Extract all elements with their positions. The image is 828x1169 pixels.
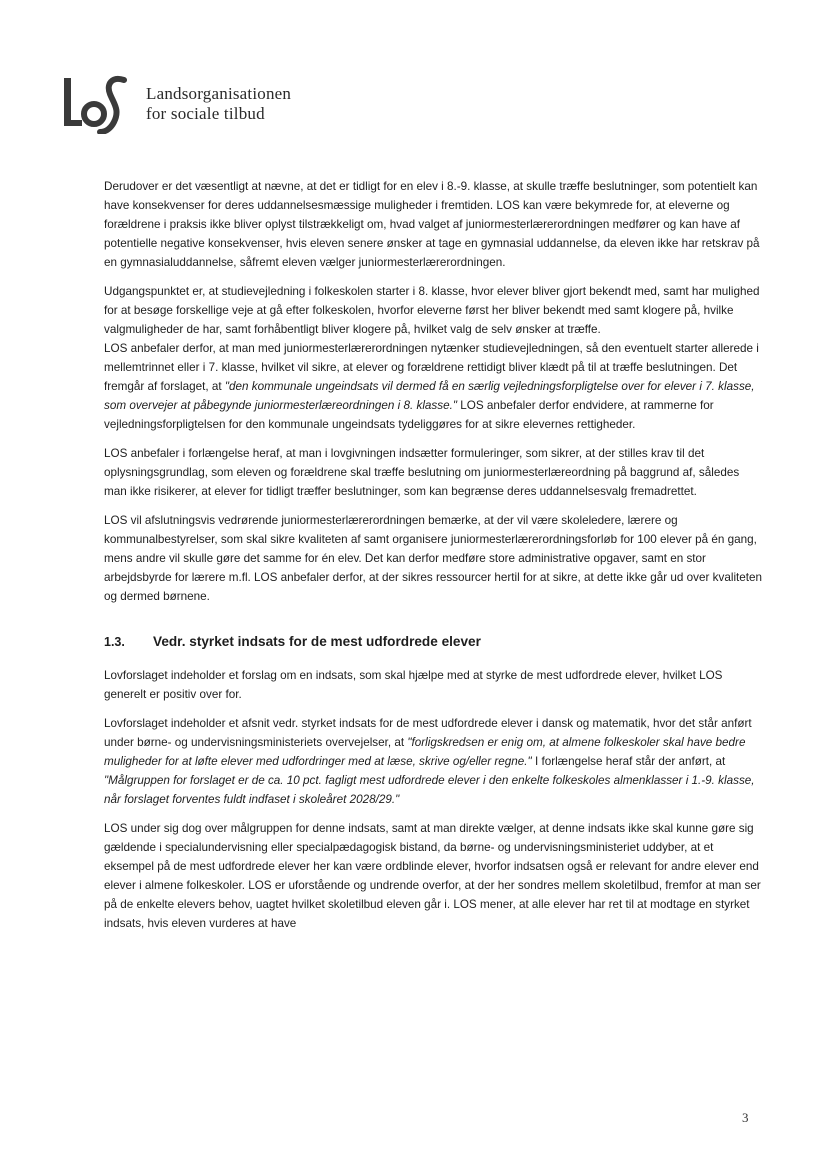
paragraph: LOS vil afslutningsvis vedrørende juniormesterlærerordningen bemærke, at der vil være skoleledere, lærere og kommunalbestyrelser, som skal sikre kvaliteten af samt organisere juniormesterlærerordningsforløb for 100 elever på én gang, mens andre vil skulle gøre det samme for én elev. Det kan derfor medføre store administrative opgaver, samt en stor arbejdsbyrde for lærere m.fl. LOS anbefaler derfor, at der sikres ressourcer hertil for at sikre, at dette ikke går ud over kvaliteten og dermed børnene. xyxy=(104,514,763,603)
paragraph: Lovforslaget indeholder et forslag om en indsats, som skal hjælpe med at styrke de mest udfordrede elever, hvilket LOS generelt er positiv over for. xyxy=(104,669,723,701)
document-body xyxy=(104,177,764,943)
paragraph: Udgangspunktet er, at studievejledning i folkeskolen starter i 8. klasse, hvor elever bliver gjort bekendt med, samt har mulighed for at besøge forskellige veje at gå efter folkeskolen, hvorfor eleverne først her bliver bekendt med samt klogere på, hvilke valgmuligheder de har, samt forhåbentligt bliver klogere på, hvilket valg de selv ønsker at træffe. xyxy=(104,285,760,336)
los-logo xyxy=(62,74,132,134)
paragraph-text: LOS anbefaler derfor, at man med juniormesterlærerordningen nytænker studievejledningen, så den eventuelt starter allerede i mellemtrinnet eller i 7. klasse, hvilket vil sikre, at elever og forældrene rettidigt bliver klædt på til at træffe beslutningen. Det fremgår af forslaget, at xyxy=(104,342,759,393)
paragraph-text: Lovforslaget indeholder et afsnit vedr. styrket indsats for de mest udfordrede elever i dansk og matematik, hvor det står anført under børne- og undervisningsministeriets overvejelser, at xyxy=(104,717,752,749)
paragraph: Derudover er det væsentligt at nævne, at det er tidligt for en elev i 8.-9. klasse, at skulle træffe beslutninger, som potentielt kan have konsekvenser for deres uddannelsesmæssige muligheder i fremtiden. LOS kan være bekymrede for, at eleverne og forældrene i praksis ikke bliver oplyst tilstrækkeligt om, hvad valget af juniormesterlærerordningen medfører og kan have af potentielle negative konsekvenser, hvis eleven senere ønsker at tage en gymnasial uddannelse, da eleven ikke har retskrav på en gymnasialuddannelse, såfremt eleven vælger juniormesterlærerordningen. xyxy=(104,180,760,269)
quote-text: "den kommunale ungeindsats vil dermed få en særlig vejledningsforpligtelse over for elever i 7. klasse, som overvejer at påbegynde juniormesterlæreordningen i 8. klasse." xyxy=(104,380,755,412)
page-number: 3 xyxy=(742,1110,749,1125)
org-name-line2: for sociale tilbud xyxy=(146,104,265,123)
section-heading xyxy=(104,632,764,652)
quote-text: "forligskredsen er enig om, at almene folkeskoler skal have bedre muligheder for at løfte elever med udfordringer med at læse, skrive og/eller regne." xyxy=(104,736,746,768)
paragraph: LOS under sig dog over målgruppen for denne indsats, samt at man direkte vælger, at denne indsats ikke skal kunne gøre sig gældende i specialundervisning eller specialpædagogisk bistand, da børne- og undervisningsministeriet uddyber, at et eksempel på de mest udfordrede elever her kan være ordblinde elever, hvorfor indsatsen også er relevant for andre elever end elever i almene folkeskoler. LOS er uforstående og undrende overfor, at der her sondres mellem skoletilbud, fremfor at man ser på de enkelte elevers behov, uagtet hvilket skoletilbud eleven går i. LOS mener, at alle elever har ret til at modtage en styrket indsats, hvis eleven vurderes at have xyxy=(104,822,761,930)
section-title: Vedr. styrket indsats for de mest udfordrede elever xyxy=(153,634,481,649)
paragraph-text: I forlængelse heraf står der anført, at xyxy=(531,755,726,768)
quote-text: "Målgruppen for forslaget er de ca. 10 pct. fagligt mest udfordrede elever i den enkelte folkeskoles almenklasser i 1.-9. klasse, når forslaget forventes fuldt indfaset i skoleåret 2028/29." xyxy=(104,774,755,806)
paragraph-text: LOS anbefaler derfor endvidere, at rammerne for vejledningsforpligtelsen for den kommunale ungeindsats tydeliggøres for at sikre elevernes rettigheder. xyxy=(104,399,714,431)
paragraph: LOS anbefaler i forlængelse heraf, at man i lovgivningen indsætter formuleringer, som sikrer, at der stilles krav til det oplysningsgrundlag, som eleven og forældrene skal træffe beslutning om juniormesterlæreordning på baggrund af, således man ikke risikerer, at elever for tidligt træffer beslutninger, som kan begrænse deres uddannelsesvalg fremadrettet. xyxy=(104,447,740,498)
organization-name xyxy=(146,84,291,124)
org-name-line1: Landsorganisationen xyxy=(146,84,292,103)
section-number: 1.3. xyxy=(104,635,125,649)
paragraph xyxy=(104,714,764,809)
paragraph xyxy=(104,339,764,434)
